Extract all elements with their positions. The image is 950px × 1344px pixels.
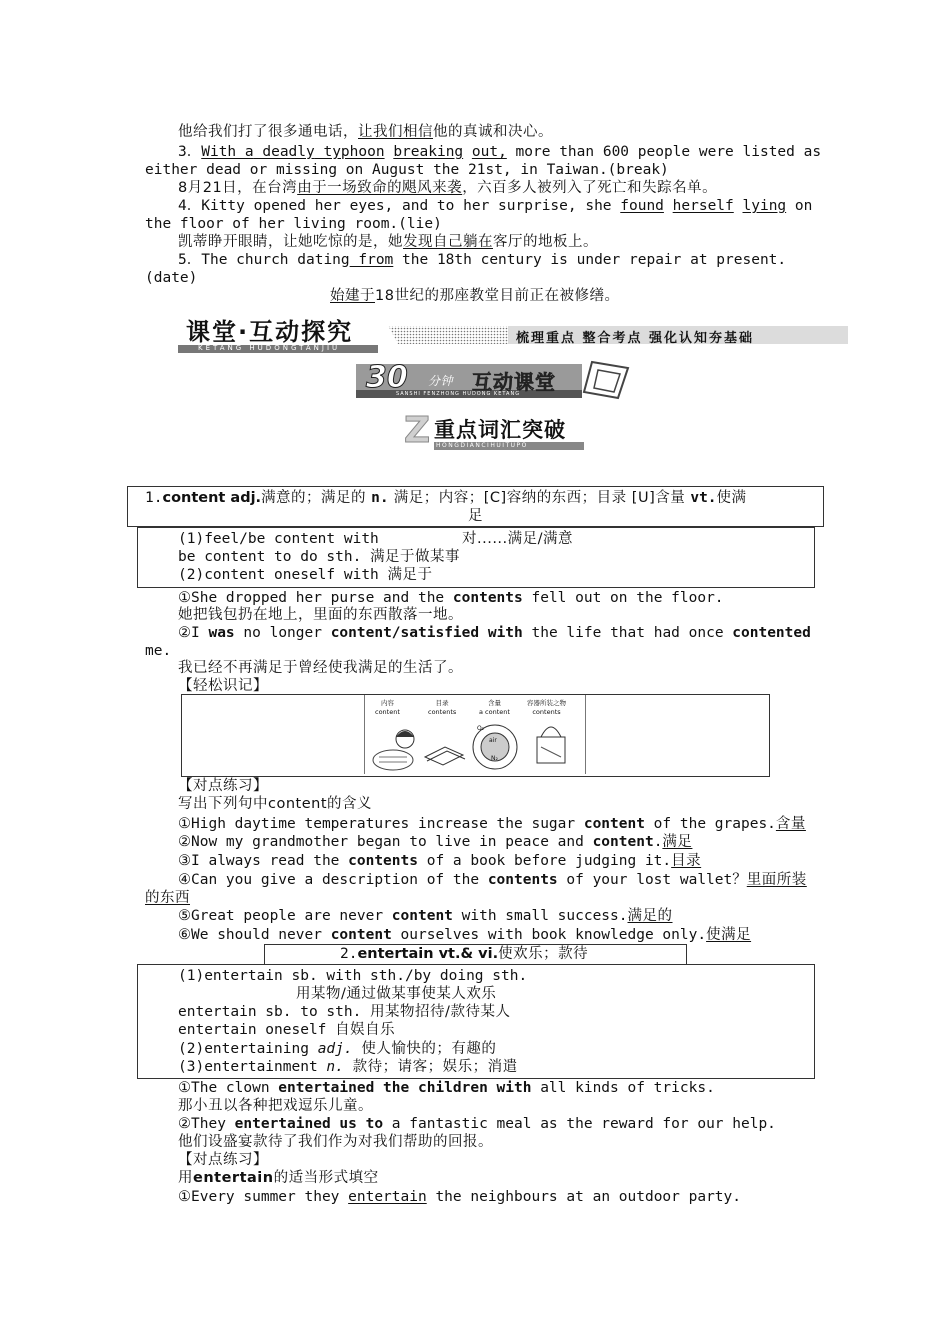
word-1-example-1: ①She dropped her purse and the contents fell out on the floor.: [178, 590, 724, 606]
word-1-example-1-translation: 她把钱包扔在地上，里面的东西散落一地。: [178, 607, 463, 623]
pic-label-contents: 目录 contents: [428, 699, 457, 716]
word-2-phrase-1: (1)entertain sb. with sth./by doing sth.: [178, 968, 528, 984]
banner-title: 互动课堂: [472, 370, 556, 394]
word-2-example-2: ②They entertained us to a fantastic meal as the reward for our help.: [178, 1116, 776, 1132]
word-1-example-2: ②I was no longer content/satisfied with the life that had once contented: [178, 625, 811, 641]
memo-heading: 【轻松识记】: [178, 678, 268, 694]
practice-q6: ⑥We should never content ourselves with book knowledge only.使满足: [178, 927, 752, 943]
sentence-3-translation: 8月21日，在台湾由于一场致命的飓风来袭，六百多人被列入了死亡和失踪名单。: [178, 180, 718, 196]
sentence-5-line-2: (date): [145, 270, 198, 286]
sentence-3: 3．With a deadly typhoon breaking out, more than 600 people were listed as: [178, 144, 822, 160]
word-2-phrase-1-meaning: 用某物/通过做某事使某人欢乐: [296, 986, 497, 1002]
practice-q1: ①High daytime temperatures increase the sugar content of the grapes.含量: [178, 816, 806, 832]
pic-label-o2: O₂: [477, 725, 485, 732]
word-1-example-2-line-2: me.: [145, 643, 172, 659]
word-2-phrase-3: entertain oneself 自娱自乐: [178, 1022, 396, 1038]
intro-line-1: 他给我们打了很多通电话，让我们相信他的真诚和决心。: [178, 124, 553, 140]
word-2-header: 2.entertain vt.& vi.使欢乐；款待: [340, 946, 589, 962]
word-1-header: 1.content adj.满意的；满足的 n. 满足；内容；[C]容纳的东西；目录 [U]含量 vt.使满: [145, 490, 747, 506]
practice-q4-line-2: 的东西: [145, 890, 190, 906]
word-2-phrase-4: (2)entertaining adj. 使人愉快的；有趣的: [178, 1041, 497, 1057]
practice-task-2: 用entertain的适当形式填空: [178, 1170, 379, 1186]
sentence-5: 5．The church dating from the 18th century is under repair at present.: [178, 252, 787, 268]
word-2-example-1: ①The clown entertained the children with all kinds of tricks.: [178, 1080, 715, 1096]
sentence-4: 4．Kitty opened her eyes, and to her surprise, she found herself lying on: [178, 198, 813, 214]
vocab-banner-title: 重点词汇突破: [434, 418, 566, 442]
pic-label-content: 内容 content: [375, 699, 400, 716]
section-slogan: 梳理重点 整合考点 强化认知夯基础: [516, 331, 755, 346]
word-1-example-2-translation: 我已经不再满足于曾经使我满足的生活了。: [178, 660, 463, 676]
practice-task-1: 写出下列句中content的含义: [178, 796, 373, 812]
word-1-phrase-3: (2)content oneself with 满足于: [178, 567, 433, 583]
sentence-4-line-2: the floor of her living room.(lie): [145, 216, 442, 232]
section-pinyin: KETANG HUDONGTANJIU: [198, 344, 341, 352]
practice-2-q1: ①Every summer they entertain the neighbours at an outdoor party.: [178, 1189, 741, 1205]
memo-illustration: [364, 695, 586, 774]
practice-heading-2: 【对点练习】: [178, 1152, 268, 1168]
practice-q3: ③I always read the contents of a book before judging it.目录: [178, 853, 702, 869]
pic-label-a-content: 含量 a content: [479, 699, 510, 716]
pic-label-n2: N₂: [491, 755, 498, 762]
practice-q5: ⑤Great people are never content with small success.满足的: [178, 908, 673, 924]
banner-number: 30: [366, 360, 408, 395]
section-banner: [178, 312, 848, 354]
word-2-phrase-5: (3)entertainment n. 款待；请客；娱乐；消遣: [178, 1059, 518, 1075]
banner-pinyin: SANSHI FENZHONG HUDONG KETANG: [396, 391, 521, 397]
section-title: 课堂·互动探究: [186, 318, 354, 346]
practice-q4: ④Can you give a description of the contents of your lost wallet？里面所装: [178, 872, 807, 888]
word-2-phrase-2: entertain sb. to sth. 用某物招待/款待某人: [178, 1004, 511, 1020]
vocab-banner-letter: Z: [404, 410, 431, 451]
practice-heading-1: 【对点练习】: [178, 778, 268, 794]
word-1-phrase-2: be content to do sth. 满足于做某事: [178, 549, 461, 565]
vocab-banner-pinyin: HONGDIANCIHUITUPO: [436, 442, 528, 449]
pic-label-air: air: [489, 737, 497, 744]
vocab-banner: [404, 410, 594, 452]
sentence-3-line-2: either dead or missing on August the 21st, in Taiwan.(break): [145, 162, 669, 178]
practice-q2: ②Now my grandmother began to live in peace and content.满足: [178, 834, 693, 850]
word-1-phrase-1: (1)feel/be content with 对......满足/满意: [178, 531, 574, 547]
word-2-example-1-translation: 那小丑以各种把戏逗乐儿童。: [178, 1098, 373, 1114]
word-2-example-2-translation: 他们设盛宴款待了我们作为对我们帮助的回报。: [178, 1134, 493, 1150]
pic-label-container: 容器所装之物 contents: [527, 699, 566, 716]
sentence-5-translation: 始建于18世纪的那座教堂目前正在被修缮。: [330, 288, 620, 304]
banner-small-text: 分钟: [428, 374, 454, 388]
sentence-4-translation: 凯蒂睁开眼睛，让她吃惊的是，她发现自己躺在客厅的地板上。: [178, 234, 598, 250]
word-1-header-line-2: 足: [468, 508, 483, 524]
thirty-minute-banner: [356, 358, 632, 402]
